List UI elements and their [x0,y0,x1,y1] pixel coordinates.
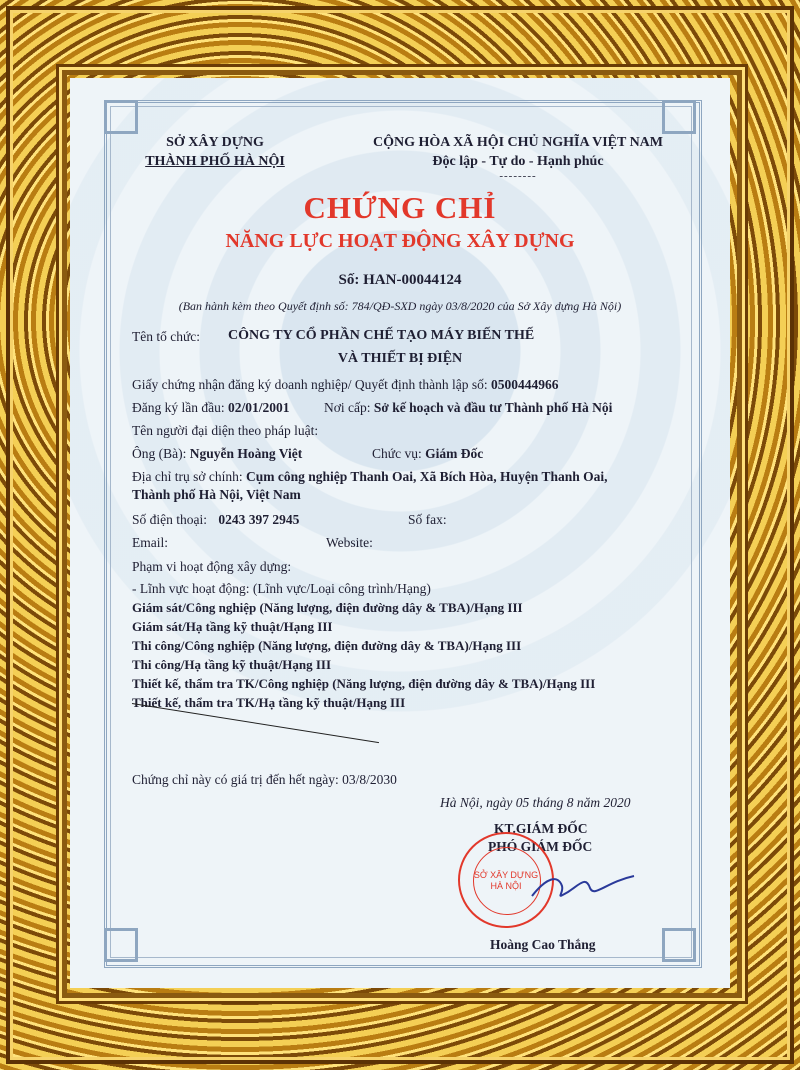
phone-row [132,511,299,529]
certificate-number: Số: HAN-00044124 [338,272,462,288]
date-place: Hà Nội, ngày 05 tháng 8 năm 2020 [440,795,631,810]
issuer-line2: THÀNH PHỐ HÀ NỘI [145,154,285,169]
corner-ornament [662,100,696,134]
phone-label: Số điện thoại: [132,512,207,527]
scope-item: Thi công/Công nghiệp (Năng lượng, điện đường dây & TBA)/Hạng III [132,638,522,653]
org-name-line1: CÔNG TY CỔ PHẦN CHẾ TẠO MÁY BIẾN THẾ [228,328,535,343]
reg-label: Giấy chứng nhận đăng ký doanh nghiệp/ Quyết định thành lập số: [132,377,488,392]
first-reg-row [132,399,290,417]
person-name: Nguyễn Hoàng Việt [189,446,303,461]
issued-place: Sở kế hoạch và đầu tư Thành phố Hà Nội [373,400,613,415]
scope-field-intro: - Lĩnh vực hoạt động: (Lĩnh vực/Loại công trình/Hạng) [132,581,431,596]
certificate-paper [70,78,730,988]
address-label: Địa chỉ trụ sở chính: [132,469,243,484]
person-label: Ông (Bà): [132,446,187,461]
first-reg-label: Đăng ký lần đầu: [132,400,225,415]
corner-ornament [662,928,696,962]
fax-label: Số fax: [408,512,447,527]
address-line2: Thành phố Hà Nội, Việt Nam [132,487,301,502]
certificate-subtitle: NĂNG LỰC HOẠT ĐỘNG XÂY DỰNG [225,230,575,252]
corner-ornament [104,100,138,134]
org-label: Tên tổ chức: [132,329,201,344]
website-label: Website: [326,535,373,550]
signature [528,868,638,908]
validity-text: Chứng chỉ này có giá trị đến hết ngày: 03/8/2030 [132,772,397,787]
corner-ornament [104,928,138,962]
motto-rule: -------- [499,170,537,182]
reg-row [132,376,559,394]
signer-title-2: PHÓ GIÁM ĐỐC [488,839,593,854]
signer-name: Hoàng Cao Thắng [490,937,596,952]
scope-item: Thi công/Hạ tầng kỹ thuật/Hạng III [132,657,332,672]
scope-item: Giám sát/Công nghiệp (Năng lượng, điện đường dây & TBA)/Hạng III [132,600,523,615]
phone-number: 0243 397 2945 [218,512,300,527]
person-row [132,445,302,463]
issuer-line1: SỞ XÂY DỰNG [166,135,264,150]
email-label: Email: [132,535,168,550]
scope-item: Thiết kế, thẩm tra TK/Công nghiệp (Năng lượng, điện đường dây & TBA)/Hạng III [132,676,596,691]
issued-decision-note: (Ban hành kèm theo Quyết định số: 784/QĐ-SXD ngày 03/8/2020 của Sở Xây dựng Hà Nội) [178,299,622,313]
scope-label: Phạm vi hoạt động xây dựng: [132,559,292,574]
org-name-row [132,328,535,346]
position-label: Chức vụ: [372,446,422,461]
scope-item: Thiết kế, thẩm tra TK/Hạ tầng kỹ thuật/Hạng III [132,695,406,710]
republic-name: CỘNG HÒA XÃ HỘI CHỦ NGHĨA VIỆT NAM [372,135,663,150]
scope-item: Giám sát/Hạ tầng kỹ thuật/Hạng III [132,619,333,634]
issued-place-label: Nơi cấp: [324,400,371,415]
position-row [372,445,483,463]
first-reg-date: 02/01/2001 [227,400,290,415]
national-motto: Độc lập - Tự do - Hạnh phúc [432,154,604,169]
legal-rep-label: Tên người đại diện theo pháp luật: [132,423,319,438]
signer-title-1: KT.GIÁM ĐỐC [494,821,588,836]
reg-number: 0500444966 [491,377,559,392]
org-name-line2: VÀ THIẾT BỊ ĐIỆN [337,351,463,366]
seal-center-line1: SỞ XÂY DỰNG [473,870,539,880]
issued-place-row [324,399,612,417]
position-value: Giám Đốc [425,446,484,461]
address-line1: Cụm công nghiệp Thanh Oai, Xã Bích Hòa, Huyện Thanh Oai, [246,469,608,484]
national-header [348,133,688,186]
certificate-title: CHỨNG CHỈ [303,190,497,225]
issuer-header [140,133,290,171]
seal-center-line2: HÀ NỘI [490,881,522,891]
address-row [132,468,607,486]
